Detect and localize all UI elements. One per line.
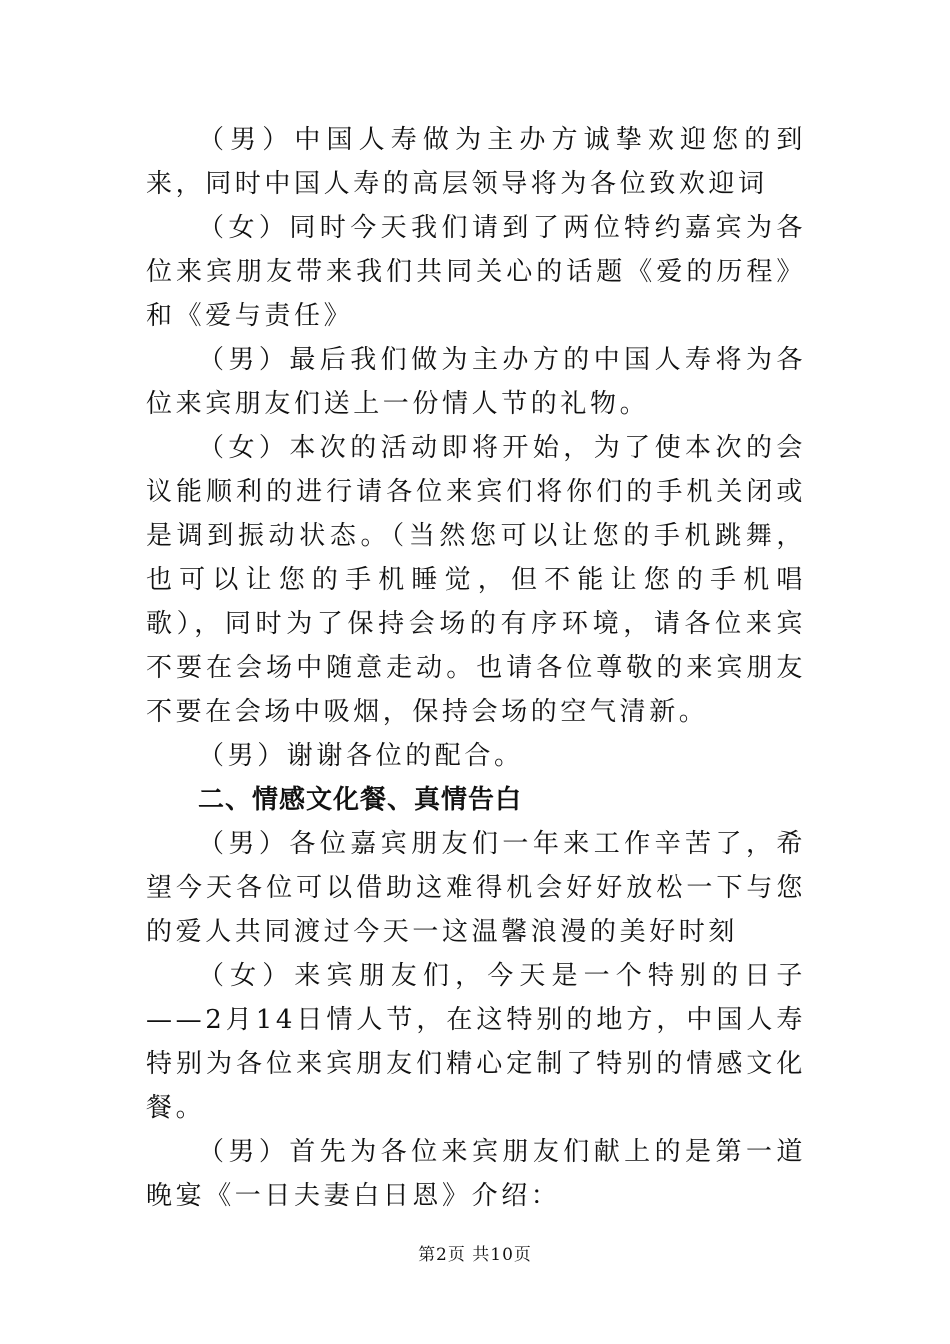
paragraph-guests: （女）同时今天我们请到了两位特约嘉宾为各位来宾朋友带来我们共同关心的话题《爱的历程》和《爱与责任》	[146, 213, 806, 331]
paragraph-thanks: （男）谢谢各位的配合。	[198, 741, 524, 771]
paragraph-gift: （男）最后我们做为主办方的中国人寿将为各位来宾朋友们送上一份情人节的礼物。	[146, 345, 806, 419]
page-number-footer: 第2页 共10页	[418, 1245, 532, 1265]
paragraph-first-dish: （男）首先为各位来宾朋友们献上的是第一道晚宴《一日夫妻白日恩》介绍：	[146, 1137, 806, 1211]
document-body	[146, 118, 806, 1218]
section-heading: 二、情感文化餐、真情告白	[198, 785, 523, 815]
paragraph-valentine: （女）来宾朋友们，今天是一个特别的日子——2月14日情人节，在这特别的地方，中国人寿特别为各位来宾朋友们精心定制了特别的情感文化餐。	[146, 961, 806, 1123]
paragraph-phone-notice: （女）本次的活动即将开始，为了使本次的会议能顺利的进行请各位来宾们将你们的手机关闭或是调到振动状态。（当然您可以让您的手机跳舞，也可以让您的手机睡觉，但不能让您的手机唱歌），同时为了保持会场的有序环境，请各位来宾不要在会场中随意走动。也请各位尊敬的来宾朋友不要在会场中吸烟，保持会场的空气清新。	[146, 433, 806, 727]
paragraph-relax: （男）各位嘉宾朋友们一年来工作辛苦了，希望今天各位可以借助这难得机会好好放松一下与您的爱人共同渡过今天一这温馨浪漫的美好时刻	[146, 829, 806, 947]
paragraph-welcome: （男）中国人寿做为主办方诚挚欢迎您的到来，同时中国人寿的高层领导将为各位致欢迎词	[146, 125, 806, 199]
